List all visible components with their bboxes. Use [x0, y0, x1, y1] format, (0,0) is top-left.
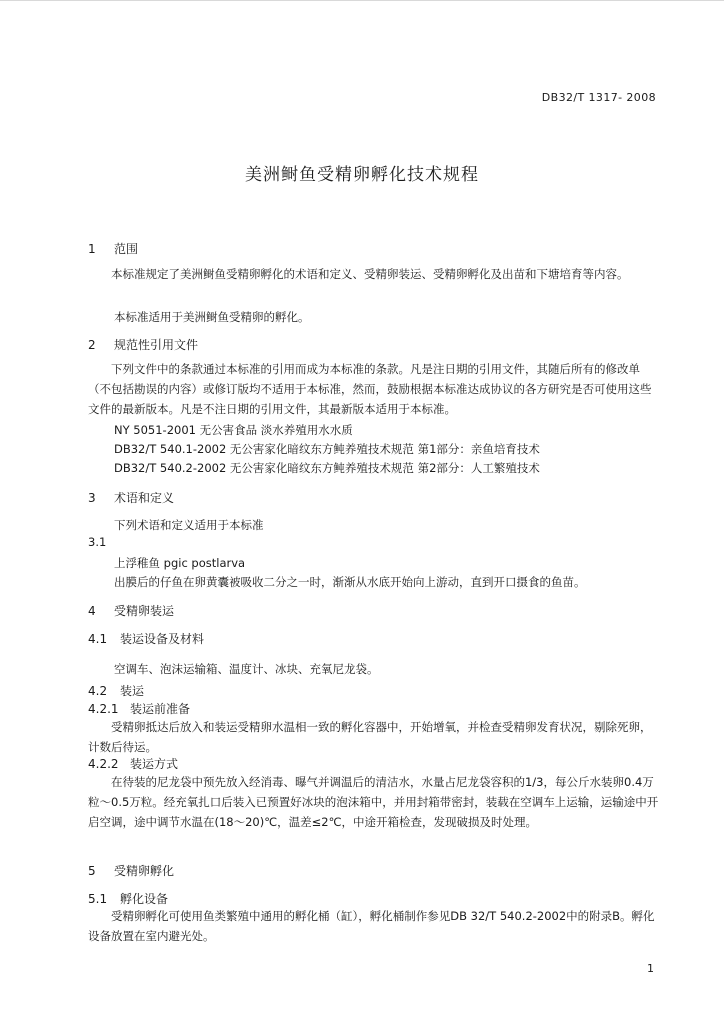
section-2-heading — [88, 336, 198, 353]
section-5-heading — [88, 862, 174, 879]
paragraph: 在待装的尼龙袋中预先放入经消毒、曝气并调温后的清洁水，水量占尼龙袋容积的1/3，每公斤水装卵0.4万粒～0.5万粒。经充氧扎口后装入已预置好冰块的泡沫箱中，并用封箱带密封，装载在空调车上运输，运输途中开启空调，途中调节水温在(18～20)℃，温差≤2℃，中途开箱检查，发现破损及时处理。 — [88, 775, 659, 829]
subsection-title: 装运设备及材料 — [120, 632, 205, 646]
reference-item: DB32/T 540.2-2002 无公害家化暗纹东方鲀养殖技术规范 第2部分：人工繁殖技术 — [114, 461, 540, 475]
section-number: 1 — [88, 242, 96, 256]
section-title: 术语和定义 — [114, 491, 175, 505]
subsection-number: 4.2 — [88, 684, 108, 698]
subsection-number: 5.1 — [88, 892, 108, 906]
subsection-title: 孵化设备 — [120, 892, 169, 906]
subsection-4-2-1-heading — [88, 700, 190, 717]
paragraph: 空调车、泡沫运输箱、温度计、冰块、充氧尼龙袋。 — [114, 662, 379, 676]
subsection-number: 4.1 — [88, 632, 108, 646]
section-number: 4 — [88, 604, 96, 618]
subsection-number: 3.1 — [88, 535, 107, 549]
paragraph: 下列文件中的条款通过本标准的引用而成为本标准的条款。凡是注日期的引用文件，其随后所有的修改单（不包括勘误的内容）或修订版均不适用于本标准，然而，鼓励根据本标准达成协议的各方研究是否可使用这些文件的最新版本。凡是不注日期的引用文件，其最新版本适用于本标准。 — [88, 362, 652, 416]
page-number: 1 — [647, 962, 654, 975]
paragraph: 本标准适用于美洲鲥鱼受精卵的孵化。 — [114, 310, 310, 324]
paragraph: 受精卵抵达后放入和装运受精卵水温相一致的孵化容器中，开始增氧，并检查受精卵发育状况，剔除死卵，计数后待运。 — [88, 720, 652, 754]
subsection-title: 装运方式 — [130, 757, 179, 771]
section-3-heading — [88, 489, 174, 506]
subsection-title: 装运前准备 — [130, 702, 191, 716]
section-title: 范围 — [114, 242, 139, 256]
section-number: 3 — [88, 491, 96, 505]
reference-item: DB32/T 540.1-2002 无公害家化暗纹东方鲀养殖技术规范 第1部分：亲鱼培育技术 — [114, 442, 540, 456]
subsection-4-2-heading — [88, 682, 144, 699]
reference-item: NY 5051-2001 无公害食品 淡水养殖用水水质 — [114, 423, 353, 437]
term-definition: 出膜后的仔鱼在卵黄囊被吸收二分之一时，渐渐从水底开始向上游动，直到开口摄食的鱼苗。 — [114, 575, 586, 589]
section-1-heading — [88, 240, 138, 257]
document-title: 美洲鲥鱼受精卵孵化技术规程 — [245, 165, 479, 185]
section-title: 受精卵孵化 — [114, 864, 175, 878]
section-number: 2 — [88, 338, 96, 352]
term: 上浮稚鱼 pgic postlarva — [114, 556, 246, 570]
paragraph: 受精卵孵化可使用鱼类繁殖中通用的孵化桶（缸），孵化桶制作参见DB 32/T 540.2-2002中的附录B。孵化设备放置在室内避光处。 — [88, 909, 655, 943]
section-title: 规范性引用文件 — [114, 338, 199, 352]
paragraph: 下列术语和定义适用于本标准 — [114, 518, 264, 532]
subsection-number: 4.2.1 — [88, 702, 119, 716]
subsection-number: 4.2.2 — [88, 757, 119, 771]
section-title: 受精卵装运 — [114, 604, 175, 618]
section-4-heading — [88, 602, 174, 619]
subsection-5-1-heading — [88, 890, 168, 907]
scan-edge-line — [0, 0, 724, 1]
document-number: DB32/T 1317- 2008 — [541, 91, 656, 104]
subsection-4-1-heading — [88, 630, 204, 647]
subsection-title: 装运 — [120, 684, 145, 698]
subsection-4-2-2-heading — [88, 755, 178, 772]
paragraph: 本标准规定了美洲鲥鱼受精卵孵化的术语和定义、受精卵装运、受精卵孵化及出苗和下塘培育等内容。 — [111, 267, 629, 281]
section-number: 5 — [88, 864, 96, 878]
